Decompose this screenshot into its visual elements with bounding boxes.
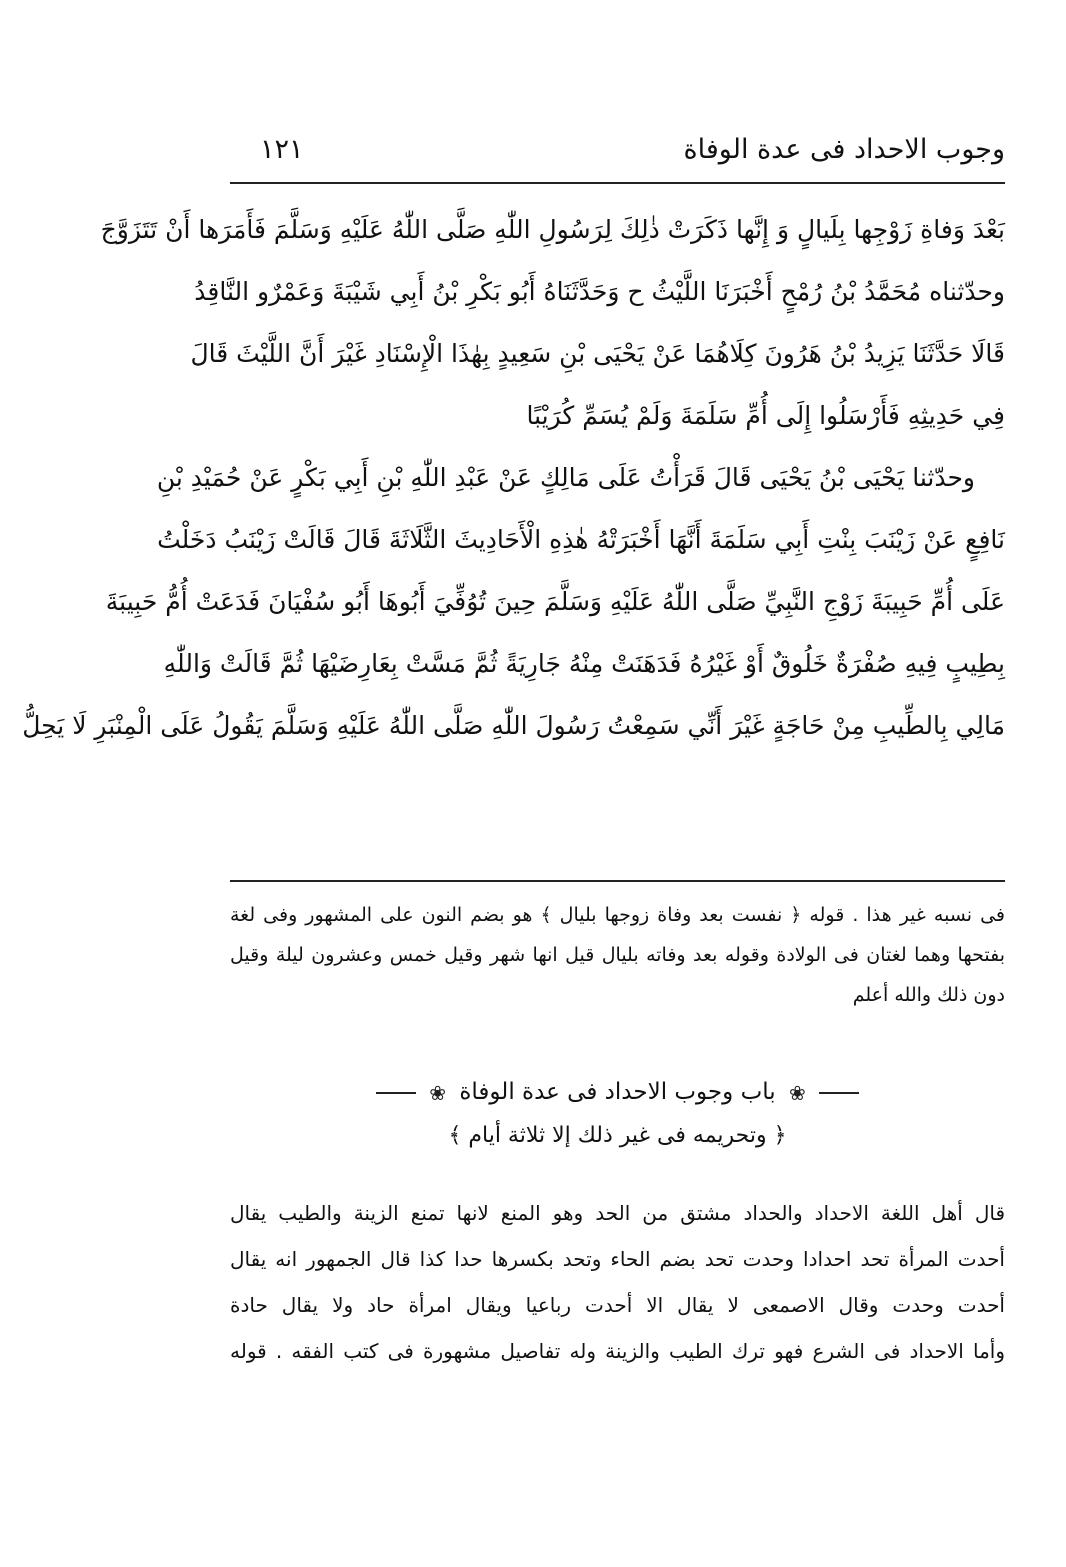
ornament-icon: ❀ (788, 1080, 806, 1105)
chapter-heading (230, 1070, 1005, 1158)
commentary-body (230, 1190, 1005, 1374)
commentary-text (230, 895, 1005, 1015)
body-line: وأما الاحداد فى الشرع فهو ترك الطيب والزينة وله تفاصيل مشهورة فى كتب الفقه . قوله (230, 1339, 1005, 1363)
page-number: ١٢١ (260, 134, 304, 165)
body-line: أحدت المرأة تحد احدادا وحدت تحد بضم الحاء وتحد بكسرها حدا كذا قال الجمهور انه يقال (230, 1247, 1005, 1271)
hadith-line: فِي حَدِيثِهِ فَأَرْسَلُوا إِلَى أُمِّ سَلَمَةَ وَلَمْ يُسَمِّ كُرَيْبًا (526, 401, 1005, 430)
commentary-line: بفتحها وهما لغتان فى الولادة وقوله بعد وفاته بليال قيل انها شهر وقيل خمس وعشرون ليلة وقيل (230, 944, 1005, 966)
hadith-line: عَلَى أُمِّ حَبِيبَةَ زَوْجِ النَّبِيِّ صَلَّى اللّٰهُ عَلَيْهِ وَسَلَّمَ حِينَ تُوُفِّيَ أَبُوهَا أَبُو سُفْيَانَ فَدَعَتْ أُمُّ حَبِيبَةَ (105, 587, 1005, 616)
hadith-line: وحدّثناه مُحَمَّدُ بْنُ رُمْحٍ أَخْبَرَنَا اللَّيْثُ ح وَحَدَّثَنَاهُ أَبُو بَكْرِ بْنُ أَبِي شَيْبَةَ وَعَمْرٌو النَّاقِدُ (194, 277, 1005, 306)
heading-rule-right (376, 1092, 416, 1094)
hadith-line: وحدّثنا يَحْيَى بْنُ يَحْيَى قَالَ قَرَأْتُ عَلَى مَالِكٍ عَنْ عَبْدِ اللّٰهِ بْنِ أَبِي بَكْرٍ عَنْ حُمَيْدِ بْنِ (156, 463, 975, 492)
open-bracket-icon: ﴿ (773, 1123, 787, 1148)
hadith-line: بِطِيبٍ فِيهِ صُفْرَةٌ خَلُوقٌ أَوْ غَيْرُهُ فَدَهَنَتْ مِنْهُ جَارِيَةً ثُمَّ مَسَّتْ بِعَارِضَيْهَا ثُمَّ قَالَتْ وَاللّٰهِ (163, 649, 1005, 678)
body-line: قال أهل اللغة الاحداد والحداد مشتق من الحد وهو المنع لانها تمنع الزينة والطيب يقال (230, 1201, 1005, 1225)
running-title: وجوب الاحداد فى عدة الوفاة (683, 134, 1005, 165)
footnote-divider (230, 880, 1005, 882)
heading-rule-left (819, 1092, 859, 1094)
ornament-icon: ❀ (429, 1080, 447, 1105)
hadith-text (22, 200, 1005, 758)
header-divider (230, 182, 1005, 184)
chapter-subtitle: وتحريمه فى غير ذلك إلا ثلاثة أيام (468, 1123, 767, 1148)
chapter-title: باب وجوب الاحداد فى عدة الوفاة (459, 1079, 776, 1105)
hadith-line: مَالِي بِالطِّيبِ مِنْ حَاجَةٍ غَيْرَ أَنِّي سَمِعْتُ رَسُولَ اللّٰهِ صَلَّى اللّٰهُ عَلَيْهِ وَسَلَّمَ يَقُولُ عَلَى الْمِنْبَرِ لَا يَحِلُّ (22, 711, 1005, 740)
hadith-line: بَعْدَ وَفاةِ زَوْجِها بِلَيالٍ وَ إِنَّها ذَكَرَتْ ذٰلِكَ لِرَسُولِ اللّٰهِ صَلَّى اللّٰهُ عَلَيْهِ وَسَلَّمَ فَأَمَرَها أَنْ تَتَزَوَّجَ (100, 215, 1005, 244)
hadith-line: قَالَا حَدَّثَنَا يَزِيدُ بْنُ هَرُونَ كِلَاهُمَا عَنْ يَحْيَى بْنِ سَعِيدٍ بِهٰذَا الْإِسْنَادِ غَيْرَ أَنَّ اللَّيْثَ قَالَ (190, 339, 1005, 368)
body-line: أحدت وحدت وقال الاصمعى لا يقال الا أحدت رباعيا ويقال امرأة حاد ولا يقال حادة (230, 1293, 1005, 1317)
running-header (230, 130, 1005, 180)
commentary-line: دون ذلك والله أعلم (852, 984, 1005, 1006)
close-bracket-icon: ﴾ (448, 1123, 462, 1148)
commentary-line: فى نسبه غير هذا . قوله ﴿ نفست بعد وفاة زوجها بليال ﴾ هو بضم النون على المشهور وفى لغة (230, 904, 1005, 926)
hadith-line: نَافِعٍ عَنْ زَيْنَبَ بِنْتِ أَبِي سَلَمَةَ أَنَّهَا أَخْبَرَتْهُ هٰذِهِ الْأَحَادِيثَ الثَّلَاثَةَ قَالَ قَالَتْ زَيْنَبُ دَخَلْتُ (157, 525, 1005, 554)
